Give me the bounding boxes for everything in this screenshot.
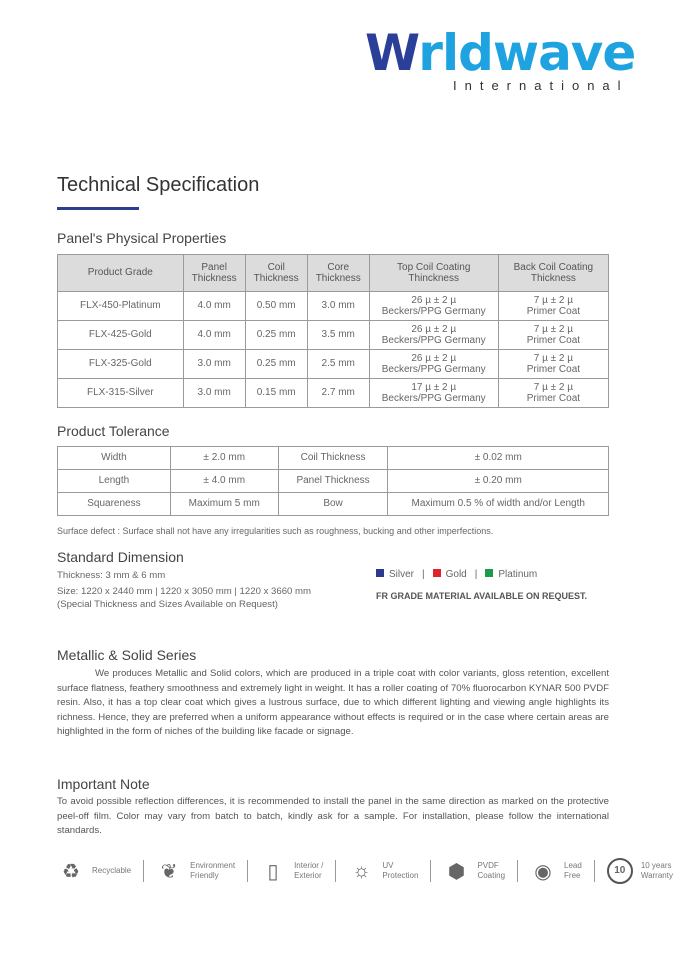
coating-value: 26 µ ± 2 µ xyxy=(411,323,457,335)
column-header: Core Thickness xyxy=(307,255,369,292)
feature-label-line: Protection xyxy=(382,871,419,880)
table-cell: Panel Thickness xyxy=(278,470,388,493)
dimension-special: (Special Thickness and Sizes Available on Request) xyxy=(57,599,278,610)
table-cell: 3.0 mm xyxy=(183,379,245,408)
dimension-heading: Standard Dimension xyxy=(57,549,184,565)
table-row xyxy=(58,447,609,470)
cube-icon: ⬢ xyxy=(447,860,466,883)
leaf-icon: ❦ xyxy=(160,860,178,883)
feature-label-line: Lead xyxy=(564,861,582,870)
title-underline xyxy=(57,207,139,210)
feature-label-line: Friendly xyxy=(190,871,219,880)
coating-source: Beckers/PPG Germany xyxy=(381,393,486,404)
features-bar xyxy=(58,858,673,884)
table-cell: FLX-425-Gold xyxy=(58,321,184,350)
separator xyxy=(517,860,518,882)
metallic-heading: Metallic & Solid Series xyxy=(57,647,197,663)
coating-source: Beckers/PPG Germany xyxy=(381,306,486,317)
feature-label xyxy=(294,861,323,881)
feature-label-line: Recyclable xyxy=(92,866,132,875)
worldwave-logo: Wrldwave International xyxy=(365,24,636,93)
lead-free-icon: ◉ xyxy=(534,860,552,883)
separator: | xyxy=(422,569,425,580)
table-cell: FLX-315-Silver xyxy=(58,379,184,408)
coating-source: Primer Coat xyxy=(526,393,581,404)
table-cell: 0.15 mm xyxy=(245,379,307,408)
separator xyxy=(335,860,336,882)
warranty-badge-icon: 10 xyxy=(607,858,633,884)
important-note-heading: Important Note xyxy=(57,776,150,792)
coating-value: 26 µ ± 2 µ xyxy=(411,294,457,306)
table-cell: FLX-450-Platinum xyxy=(58,292,184,321)
grade-swatch xyxy=(433,569,441,577)
table-cell: 4.0 mm xyxy=(183,292,245,321)
dimension-size: Size: 1220 x 2440 mm | 1220 x 3050 mm | 1220 x 3660 mm xyxy=(57,586,312,597)
table-cell xyxy=(369,350,498,379)
grade-swatch xyxy=(485,569,493,577)
recycle-icon: ♻ xyxy=(62,860,80,883)
table-cell: ± 4.0 mm xyxy=(170,470,278,493)
feature-label-line: 10 years xyxy=(640,861,672,870)
dimension-thickness: Thickness: 3 mm & 6 mm xyxy=(57,570,166,581)
fr-grade-note: FR GRADE MATERIAL AVAILABLE ON REQUEST. xyxy=(376,591,588,601)
grade-label: Silver xyxy=(389,569,415,580)
table-cell: Maximum 0.5 % of width and/or Length xyxy=(388,493,609,516)
feature-label xyxy=(382,861,418,881)
table-cell: 0.50 mm xyxy=(245,292,307,321)
feature-label-line: UV xyxy=(382,861,394,870)
grade-swatch xyxy=(376,569,384,577)
table-cell: 0.25 mm xyxy=(245,350,307,379)
feature-label-line: Interior / xyxy=(294,861,324,870)
column-header: Coil Thickness xyxy=(245,255,307,292)
feature-label xyxy=(641,861,673,881)
feature-label xyxy=(477,861,505,881)
coating-source: Beckers/PPG Germany xyxy=(381,364,486,375)
separator xyxy=(143,860,144,882)
table-cell: Length xyxy=(58,470,171,493)
table-cell xyxy=(498,292,608,321)
column-header: Product Grade xyxy=(58,255,184,292)
table-cell: ± 0.20 mm xyxy=(388,470,609,493)
coating-source: Beckers/PPG Germany xyxy=(381,335,486,346)
table-row xyxy=(58,470,609,493)
table-cell: 2.5 mm xyxy=(307,350,369,379)
table-row xyxy=(58,350,609,379)
grade-label: Platinum xyxy=(498,569,538,580)
table-row xyxy=(58,321,609,350)
important-note-text: To avoid possible reflection differences, it is recommended to install the panel in the same direction as marked on the protective peel-off film. Color may vary from batch to batch, kindly ask for a sample. For installation, please follow the international standards. xyxy=(57,796,609,836)
table-cell: Maximum 5 mm xyxy=(170,493,278,516)
feature-label-line: Environment xyxy=(190,861,236,870)
table-row xyxy=(58,379,609,408)
grade-label: Gold xyxy=(445,569,467,580)
door-icon: ▯ xyxy=(267,860,279,883)
column-header: Back Coil Coating Thickness xyxy=(498,255,608,292)
table-cell xyxy=(498,350,608,379)
table-cell: Bow xyxy=(278,493,388,516)
table-cell: 3.5 mm xyxy=(307,321,369,350)
table-cell: FLX-325-Gold xyxy=(58,350,184,379)
separator: | xyxy=(474,569,478,580)
table-cell xyxy=(498,379,608,408)
coating-source: Primer Coat xyxy=(526,364,581,375)
table-cell: 3.0 mm xyxy=(307,292,369,321)
feature-label-line: Exterior xyxy=(294,871,322,880)
column-header: Top Coil Coating Thinckness xyxy=(369,255,498,292)
feature-label-line: Coating xyxy=(477,871,506,880)
coating-value: 7 µ ± 2 µ xyxy=(533,294,573,306)
coating-value: 7 µ ± 2 µ xyxy=(533,352,573,364)
feature-label-line: PVDF xyxy=(477,861,499,870)
table-cell: Coil Thickness xyxy=(278,447,388,470)
surface-defect-note: Surface defect : Surface shall not have any irregularities such as roughness, bucking and other imperfections. xyxy=(57,526,494,536)
coating-value: 7 µ ± 2 µ xyxy=(533,323,573,335)
separator xyxy=(247,860,248,882)
table-cell xyxy=(369,321,498,350)
feature-label-line: Warranty xyxy=(640,871,673,880)
tolerance-table xyxy=(57,446,609,516)
table-cell: 2.7 mm xyxy=(307,379,369,408)
sun-icon: ☼ xyxy=(352,859,371,882)
feature-label xyxy=(92,866,131,876)
tolerance-heading: Product Tolerance xyxy=(57,423,170,439)
table-cell: ± 2.0 mm xyxy=(170,447,278,470)
page-title: Technical Specification xyxy=(57,174,260,196)
metallic-text: We produces Metallic and Solid colors, which are produced in a triple coat with color variants, gloss retention, excellent surface flatness, feathery smoothness and extremely light in weight. It has a roller coating of 70% fluorocarbon KYNAR 500 PVDF resin. Also, it has a top clear coat which gives a lustrous surface, due to which different lighting and viewing angle highlights its richness. Hence, they are preferred when a uniform appearance without effects is required or in the case where certain areas are highlighted in the form of niches of the building like facade or signage. xyxy=(57,668,609,737)
table-cell xyxy=(369,379,498,408)
coating-value: 17 µ ± 2 µ xyxy=(411,381,457,393)
column-header: Panel Thickness xyxy=(183,255,245,292)
table-cell: 3.0 mm xyxy=(183,350,245,379)
table-cell xyxy=(369,292,498,321)
coating-value: 26 µ ± 2 µ xyxy=(411,352,457,364)
coating-value: 7 µ ± 2 µ xyxy=(533,381,573,393)
feature-label-line: Free xyxy=(564,871,581,880)
grade-legend xyxy=(376,569,537,580)
table-cell: 4.0 mm xyxy=(183,321,245,350)
physical-heading: Panel's Physical Properties xyxy=(57,230,227,246)
table-cell: Squareness xyxy=(58,493,171,516)
feature-label xyxy=(190,861,235,881)
feature-label xyxy=(564,861,582,881)
table-row xyxy=(58,292,609,321)
table-cell: Width xyxy=(58,447,171,470)
separator xyxy=(430,860,431,882)
coating-source: Primer Coat xyxy=(526,306,581,317)
table-cell: ± 0.02 mm xyxy=(388,447,609,470)
physical-properties-table xyxy=(57,254,609,408)
separator xyxy=(594,860,595,882)
table-cell: 0.25 mm xyxy=(245,321,307,350)
coating-source: Primer Coat xyxy=(526,335,581,346)
table-row xyxy=(58,493,609,516)
table-cell xyxy=(498,321,608,350)
